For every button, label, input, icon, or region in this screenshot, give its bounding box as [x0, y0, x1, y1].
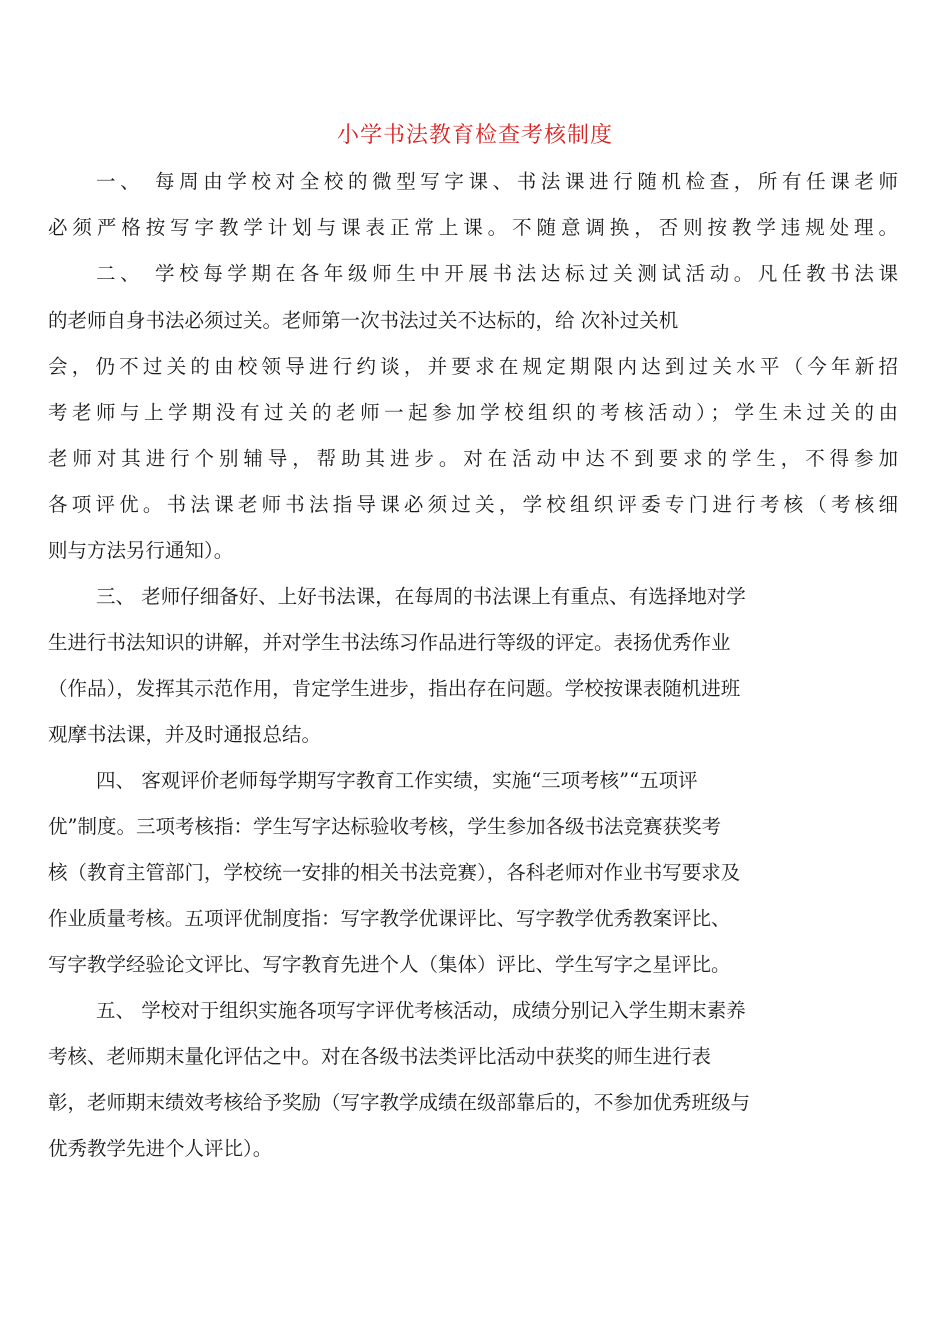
paragraph-line: 三、 老师仔细备好、上好书法课，在每周的书法课上有重点、有选择地对学: [96, 585, 746, 608]
paragraph-line: 会，仍不过关的由校领导进行约谈，并要求在规定期限内达到过关水平（今年新招: [48, 355, 898, 378]
paragraph-line: 观摩书法课，并及时通报总结。: [48, 723, 322, 746]
paragraph-line: 作业质量考核。五项评优制度指：写字教学优课评比、写字教学优秀教案评比、: [48, 907, 731, 930]
paragraph-line: 优秀教学先进个人评比）。: [48, 1137, 273, 1160]
paragraph-line: 一、 每周由学校对全校的微型写字课、书法课进行随机检查，所有任课老师: [96, 170, 898, 193]
paragraph-line: 优”制度。三项考核指：学生写字达标验收考核，学生参加各级书法竞赛获奖考: [48, 815, 721, 838]
paragraph-line: 核（教育主管部门，学校统一安排的相关书法竞赛），各科老师对作业书写要求及: [48, 861, 741, 884]
paragraph-line: 考老师与上学期没有过关的老师一起参加学校组织的考核活动）；学生未过关的由: [48, 401, 898, 424]
paragraph-line: 的老师自身书法必须过关。老师第一次书法过关不达标的，给 次补过关机: [48, 309, 679, 332]
paragraph-line: 五、 学校对于组织实施各项写字评优考核活动，成绩分别记入学生期末素养: [96, 999, 746, 1022]
paragraph-line: 彰，老师期末绩效考核给予奖励（写字教学成绩在级部靠后的，不参加优秀班级与: [48, 1091, 751, 1114]
paragraph-line: 各项评优。书法课老师书法指导课必须过关，学校组织评委专门进行考核（考核细: [48, 493, 898, 516]
document-title: 小学书法教育检查考核制度: [336, 123, 613, 148]
paragraph-line: 二、 学校每学期在各年级师生中开展书法达标过关测试活动。凡任教书法课: [96, 262, 898, 285]
paragraph-line: 四、 客观评价老师每学期写字教育工作实绩，实施“三项考核”“五项评: [96, 769, 698, 792]
paragraph-line: 考核、老师期末量化评估之中。对在各级书法类评比活动中获奖的师生进行表: [48, 1045, 712, 1068]
paragraph-line: 必须严格按写字教学计划与课表正常上课。不随意调换，否则按教学违规处理。: [48, 216, 898, 239]
paragraph-line: 写字教学经验论文评比、写字教育先进个人（集体）评比、学生写字之星评比。: [48, 953, 731, 976]
paragraph-line: （作品），发挥其示范作用，肯定学生进步，指出存在问题。学校按课表随机进班: [48, 677, 741, 700]
paragraph-line: 则与方法另行通知）。: [48, 539, 234, 562]
paragraph-line: 老师对其进行个别辅导，帮助其进步。对在活动中达不到要求的学生，不得参加: [48, 447, 898, 470]
paragraph-line: 生进行书法知识的讲解，并对学生书法练习作品进行等级的评定。表扬优秀作业: [48, 631, 731, 654]
